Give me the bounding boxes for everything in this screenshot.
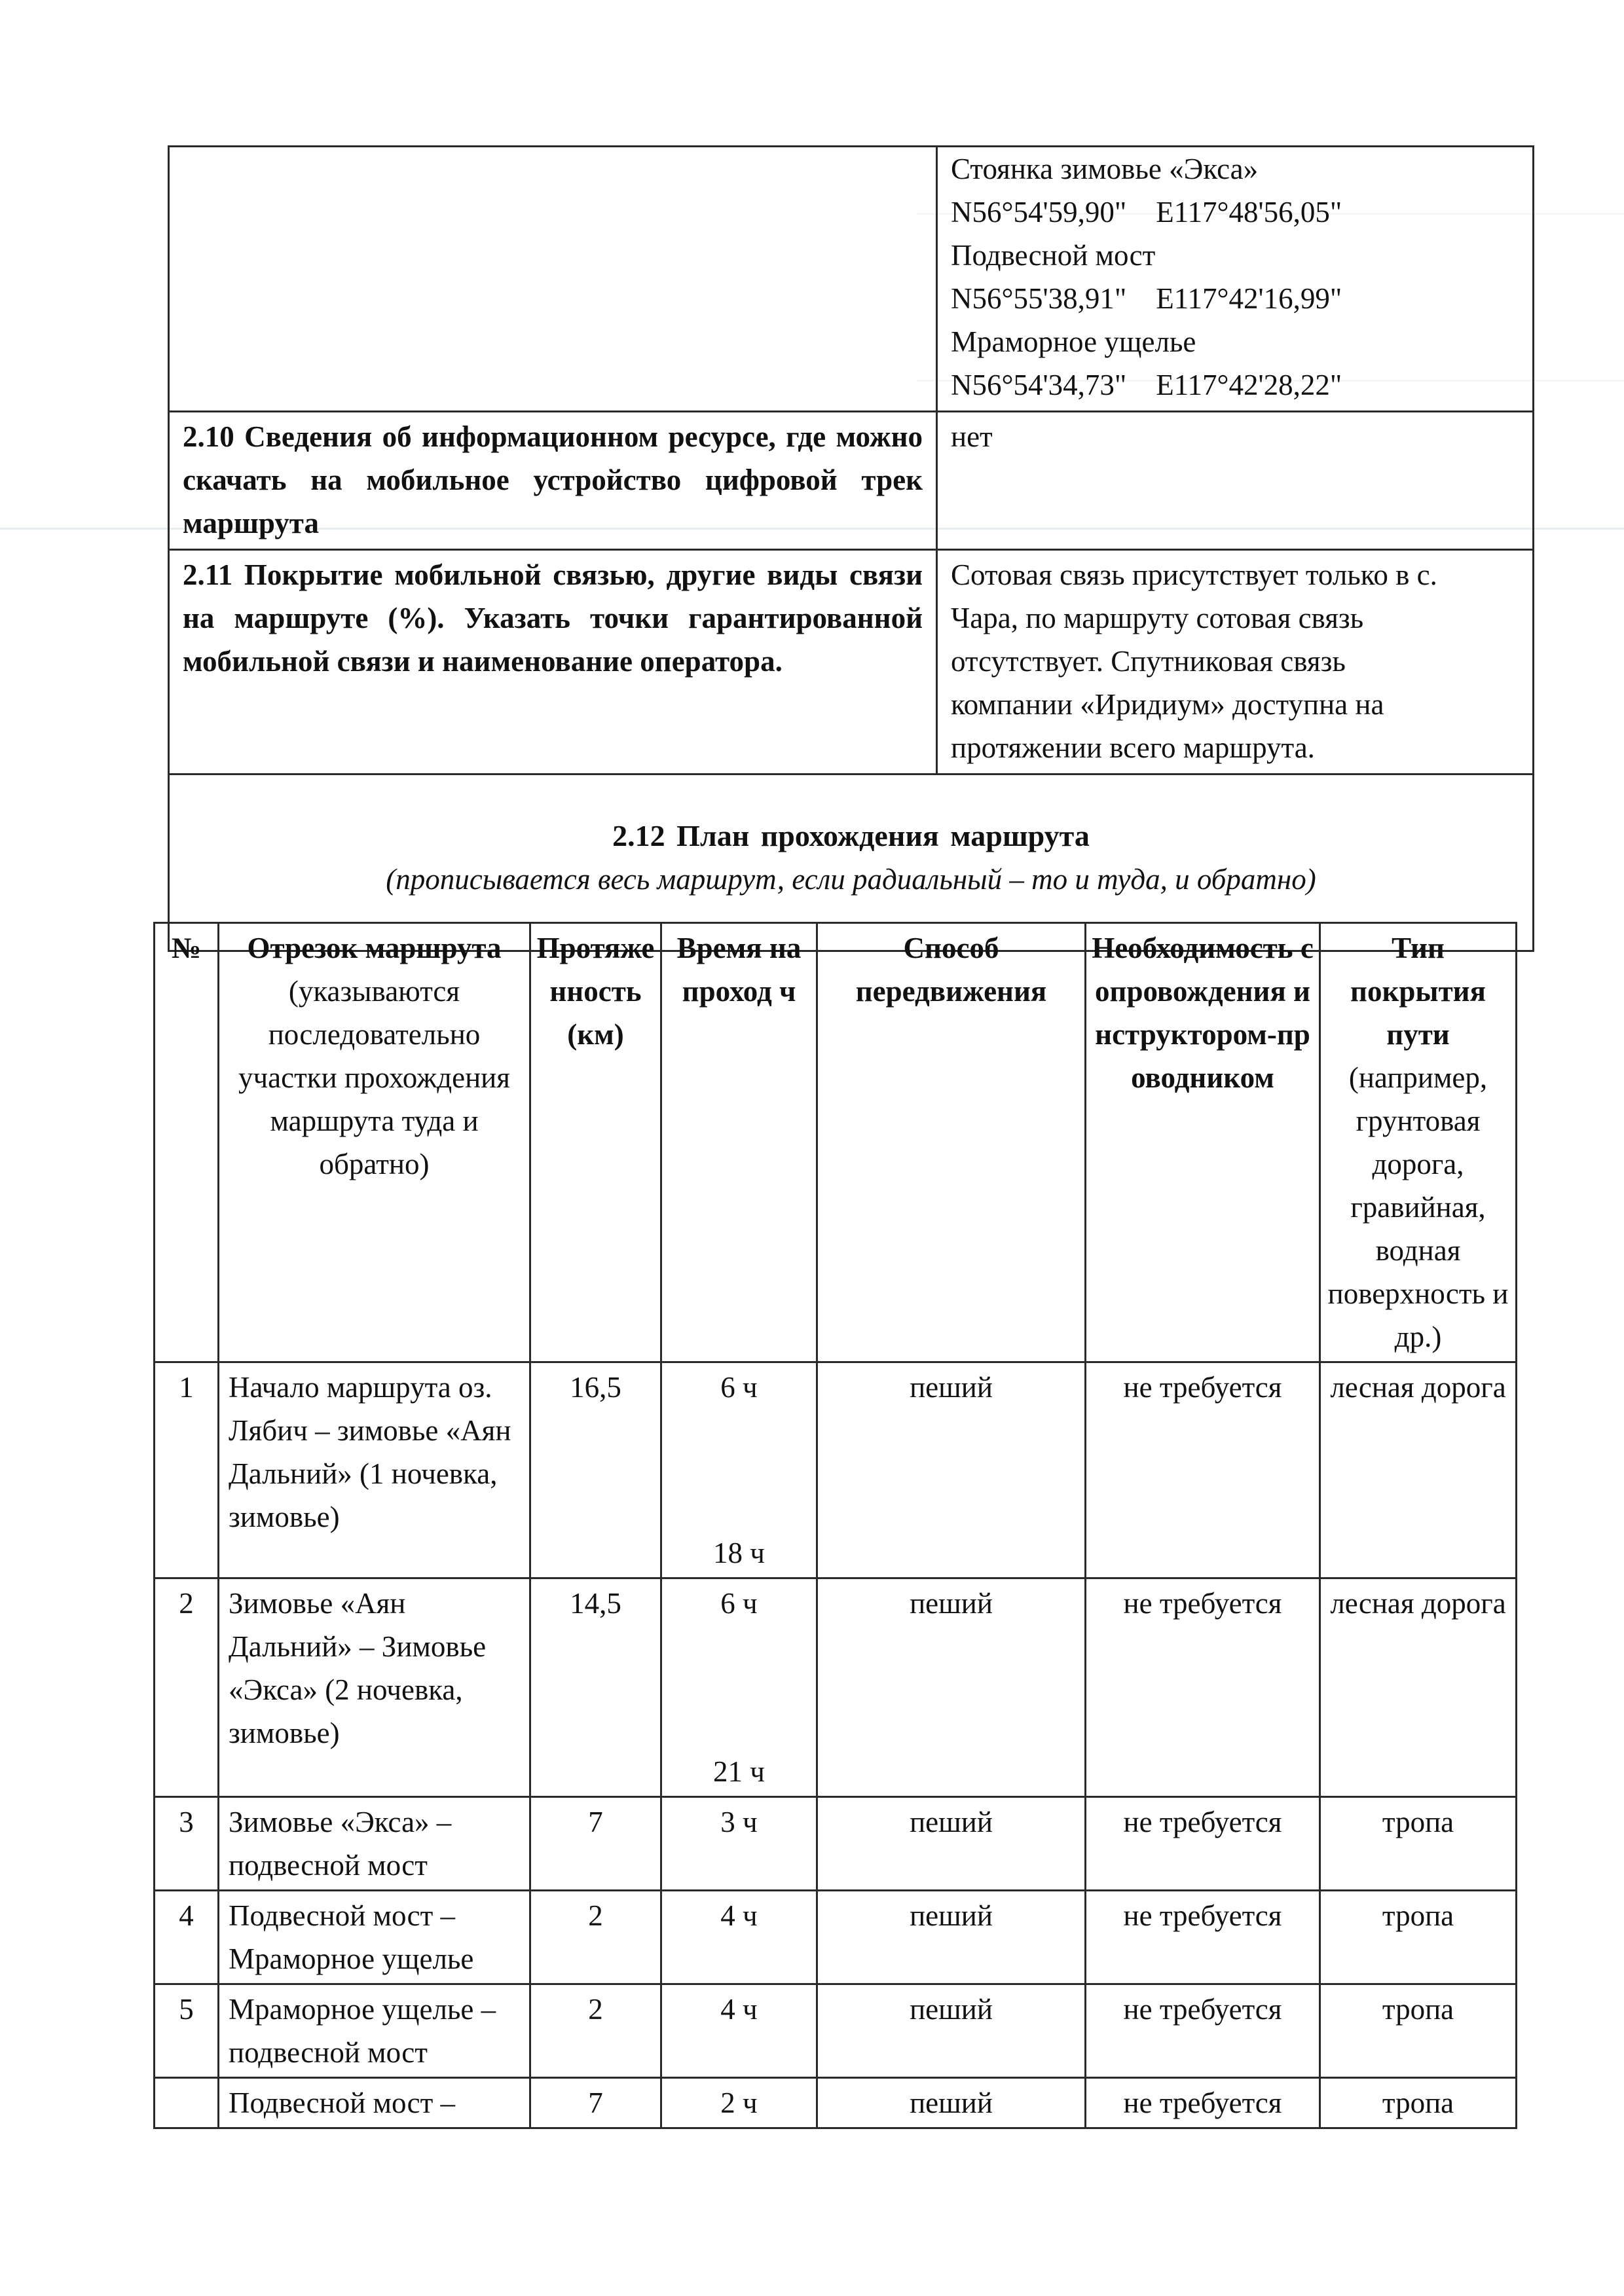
row-escort: не требуется: [1086, 2078, 1320, 2128]
coordinates-cell: [937, 147, 1534, 412]
row-method: пеший: [817, 1578, 1086, 1797]
header-time: Время на проход ч: [661, 923, 817, 1362]
route-plan-table: [153, 922, 1517, 2129]
row-segment: Подвесной мост –: [219, 2078, 530, 2128]
header-escort: Необходимость сопровождения инструктором-проводником: [1086, 923, 1320, 1362]
section-2-10-label: 2.10 Сведения об информационном ресурсе, где можно скачать на мобильное устройство цифровой трек маршрута: [169, 412, 937, 550]
row-time: 6 ч 21 ч: [661, 1578, 817, 1797]
row-method: пеший: [817, 2078, 1086, 2128]
coordinates-empty-cell: [169, 147, 937, 412]
row-number: 2: [155, 1578, 219, 1797]
row-segment: Зимовье «Экса» – подвесной мост: [219, 1797, 530, 1891]
row-segment: Начало маршрута оз. Лябич – зимовье «Аян Дальний» (1 ночевка, зимовье): [219, 1362, 530, 1578]
row-number: [155, 2078, 219, 2128]
table-row: [155, 1891, 1517, 1984]
row-time-total: 18 ч: [713, 1537, 765, 1569]
row-escort: не требуется: [1086, 1797, 1320, 1891]
plan-subtitle: (прописывается весь маршрут, если радиальный – то и туда, и обратно): [386, 863, 1316, 896]
row-escort: не требуется: [1086, 1362, 1320, 1578]
table-row: [155, 2078, 1517, 2128]
row-length: 16,5: [530, 1362, 661, 1578]
row-number: 1: [155, 1362, 219, 1578]
row-number: 5: [155, 1984, 219, 2078]
row-segment: Подвесной мост – Мраморное ущелье: [219, 1891, 530, 1984]
row-time: 3 ч: [661, 1797, 817, 1891]
table-row: [155, 1578, 1517, 1797]
row-escort: не требуется: [1086, 1891, 1320, 1984]
row-surface: тропа: [1320, 1797, 1517, 1891]
header-method: Способ передвижения: [817, 923, 1086, 1362]
row-length: 2: [530, 1984, 661, 2078]
row-method: пеший: [817, 1362, 1086, 1578]
row-escort: не требуется: [1086, 1578, 1320, 1797]
header-length: Протяженность (км): [530, 923, 661, 1362]
point-name: Мраморное ущелье: [951, 325, 1196, 358]
row-segment: Мраморное ущелье – подвесной мост: [219, 1984, 530, 2078]
row-escort: не требуется: [1086, 1984, 1320, 2078]
table-row: [155, 1984, 1517, 2078]
coordinates-row: [169, 147, 1534, 412]
row-segment: Зимовье «Аян Дальний» – Зимовье «Экса» (2 ночевка, зимовье): [219, 1578, 530, 1797]
point-coordinates: N56°54'59,90" E117°48'56,05": [951, 196, 1342, 228]
row-number: 3: [155, 1797, 219, 1891]
section-2-11-value: Сотовая связь присутствует только в с. Чара, по маршруту сотовая связь отсутствует. Спутниковая связь компании «Иридиум» доступна на протяжении всего маршрута.: [937, 550, 1534, 774]
plan-title: 2.12 План прохождения маршрута: [612, 819, 1090, 852]
row-surface: лесная дорога: [1320, 1578, 1517, 1797]
section-2-11-row: [169, 550, 1534, 774]
row-method: пеший: [817, 1891, 1086, 1984]
row-surface: лесная дорога: [1320, 1362, 1517, 1578]
point-name: Подвесной мост: [951, 239, 1156, 272]
table-row: [155, 1797, 1517, 1891]
row-surface: тропа: [1320, 1891, 1517, 1984]
row-method: пеший: [817, 1797, 1086, 1891]
row-surface: тропа: [1320, 2078, 1517, 2128]
route-info-table: [168, 145, 1534, 952]
point-name: Стоянка зимовье «Экса»: [951, 153, 1259, 185]
point-coordinates: N56°54'34,73" E117°42'28,22": [951, 369, 1342, 401]
row-length: 14,5: [530, 1578, 661, 1797]
point-coordinates: N56°55'38,91" E117°42'16,99": [951, 282, 1342, 315]
row-time: 6 ч 18 ч: [661, 1362, 817, 1578]
row-time: 4 ч: [661, 1891, 817, 1984]
row-number: 4: [155, 1891, 219, 1984]
header-segment: Отрезок маршрута (указываются последовательно участки прохождения маршрута туда и обратно): [219, 923, 530, 1362]
section-2-11-label: 2.11 Покрытие мобильной связью, другие виды связи на маршруте (%). Указать точки гарантированной мобильной связи и наименование оператора.: [169, 550, 937, 774]
row-time: 2 ч: [661, 2078, 817, 2128]
row-time-total: 21 ч: [713, 1755, 765, 1788]
section-2-10-value: нет: [937, 412, 1534, 550]
row-method: пеший: [817, 1984, 1086, 2078]
row-length: 2: [530, 1891, 661, 1984]
row-time: 4 ч: [661, 1984, 817, 2078]
row-surface: тропа: [1320, 1984, 1517, 2078]
header-number: №: [155, 923, 219, 1362]
table-row: [155, 1362, 1517, 1578]
section-2-10-row: [169, 412, 1534, 550]
plan-table-header-row: [155, 923, 1517, 1362]
header-surface: Тип покрытия пути (например, грунтовая дорога, гравийная, водная поверхность и др.): [1320, 923, 1517, 1362]
row-length: 7: [530, 1797, 661, 1891]
row-length: 7: [530, 2078, 661, 2128]
